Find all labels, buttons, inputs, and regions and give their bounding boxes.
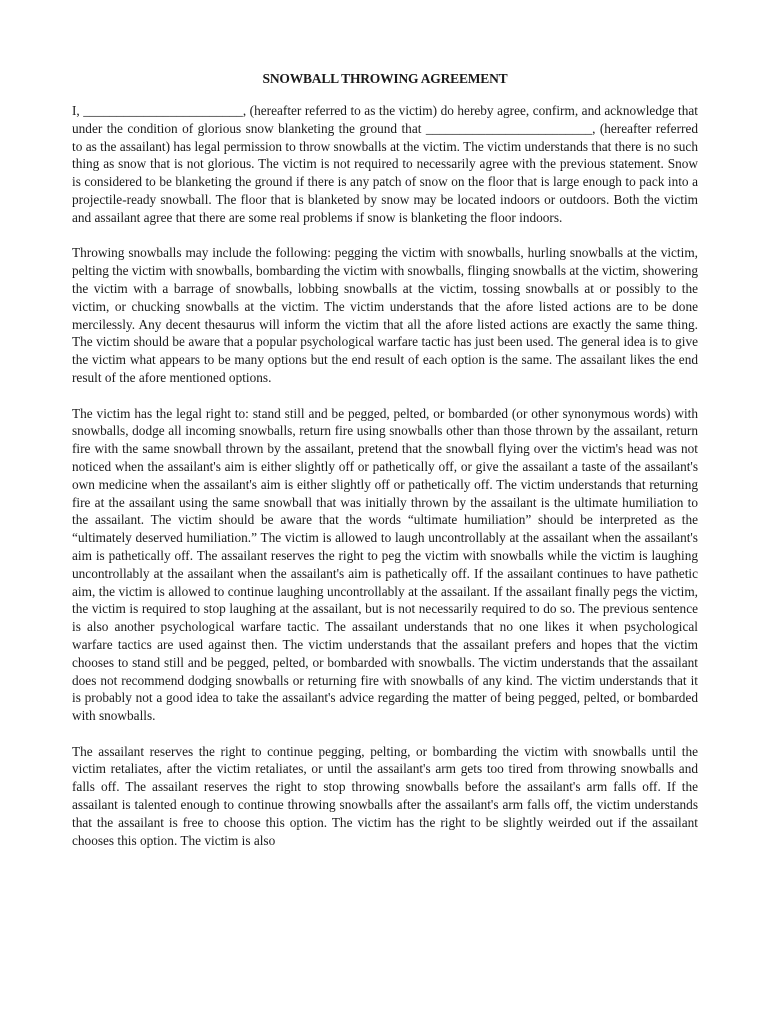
document-page — [72, 70, 698, 867]
paragraph-agreement-intro: I, ________________________, (hereafter referred to as the victim) do hereby agree, confirm, and acknowledge that under the condition of glorious snow blanketing the ground that _________________________, (hereafter referred to as the assailant) has legal permission to throw snowballs at the victim. The victim understands that there is no such thing as snow that is not glorious. The victim is not required to necessarily agree with the previous statement. Snow is considered to be blanketing the ground if there is any patch of snow on the floor that is large enough to pack into a projectile-ready snowball. The floor that is blanketed by snow may be located indoors or outdoors. Both the victim and assailant agree that there are some real problems if snow is blanketing the floor indoors. — [72, 103, 698, 225]
paragraph-victim-rights: The victim has the legal right to: stand still and be pegged, pelted, or bombarded (or other synonymous words) with snowballs, dodge all incoming snowballs, return fire using snowballs other than those thrown by the assailant, return fire with the same snowball thrown by the assailant, pretend that the snowball flying over the victim's head was not noticed when the assailant's aim is either slightly off or pathetically off, or give the assailant a taste of the assailant's own medicine when the assailant's aim is either slightly off or pathetically off. The victim understands that returning fire at the assailant using the same snowball that was initially thrown by the assailant is the ultimate humiliation to the assailant. The victim should be aware that the words “ultimate humiliation” should be interpreted as the “ultimately deserved humiliation.” The victim is allowed to laugh uncontrollably at the assailant when the assailant's aim is pathetically off. The assailant reserves the right to peg the victim with snowballs while the victim is laughing uncontrollably at the assailant when the assailant's aim is pathetically off. If the assailant continues to have pathetic aim, the victim is allowed to continue laughing uncontrollably at the assailant. If the assailant finally pegs the victim, the victim is required to stop laughing at the assailant, but is not necessarily required to do so. The previous sentence is also another psychological warfare tactic. The assailant understands that no one likes it when psychological warfare tactics are used against then. The victim understands that the assailant prefers and hopes that the victim chooses to stand still and be pegged, pelted, or bombarded with snowballs. The victim understands that the assailant does not recommend dodging snowballs or returning fire with snowballs of any kind. The victim understands that it is probably not a good idea to take the assailant's advice regarding the matter of being pegged, pelted, or bombarded with snowballs. — [72, 405, 698, 724]
paragraph-assailant-rights: The assailant reserves the right to continue pegging, pelting, or bombarding the victim with snowballs until the victim retaliates, after the victim retaliates, or until the assailant's arm gets too tired from throwing snowballs and falls off. The assailant reserves the right to stop throwing snowballs before the assailant's arm falls off. If the assailant is talented enough to continue throwing snowballs after the assailant's arm falls off, the victim understands that the assailant is free to choose this option. The victim has the right to be slightly weirded out if the assailant chooses this option. The victim is also — [72, 743, 698, 848]
paragraph-throwing-definitions: Throwing snowballs may include the following: pegging the victim with snowballs, hurling snowballs at the victim, pelting the victim with snowballs, bombarding the victim with snowballs, flinging snowballs at the victim, showering the victim with a barrage of snowballs, lobbing snowballs at the victim, tossing snowballs at or possibly to the victim, or chucking snowballs at the victim. The victim understands that the afore listed actions are to be done mercilessly. Any decent thesaurus will inform the victim that all the afore listed actions are exactly the same thing. The victim should be aware that a popular psychological warfare tactic has just been used. The general idea is to give the victim what appears to be many options but the end result of each option is the same. The assailant likes the end result of the afore mentioned options. — [72, 245, 698, 385]
document-title: SNOWBALL THROWING AGREEMENT — [262, 71, 508, 86]
